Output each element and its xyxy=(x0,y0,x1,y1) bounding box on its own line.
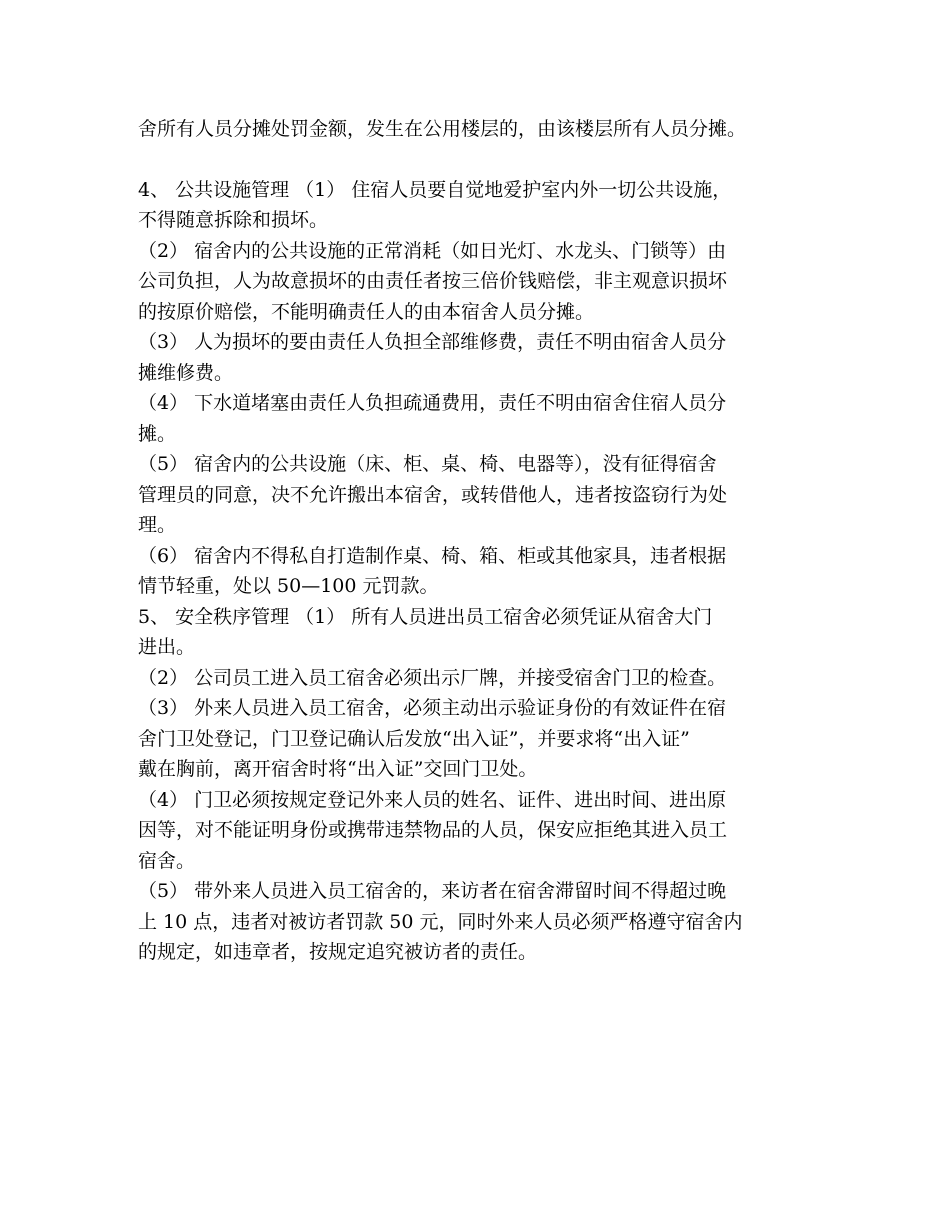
text-line: 上 10 点，违者对被访者罚款 50 元，同时外来人员必须严格遵守宿舍内 xyxy=(138,910,743,933)
text-line: （4） 门卫必须按规定登记外来人员的姓名、证件、进出时间、进出原 xyxy=(138,788,727,811)
text-line: 因等，对不能证明身份或携带违禁物品的人员，保安应拒绝其进入员工 xyxy=(138,819,728,841)
text-line: 理。 xyxy=(138,514,177,536)
text-line: 情节轻重，处以 50—100 元罚款。 xyxy=(138,575,439,597)
text-line: 不得随意拆除和损坏。 xyxy=(138,209,329,231)
text-line: 戴在胸前，离开宿舍时将“出入证”交回门卫处。 xyxy=(138,758,538,780)
text-line: （2） 公司员工进入员工宿舍必须出示厂牌，并接受宿舍门卫的检查。 xyxy=(138,666,727,689)
text-line: 4、 公共设施管理 （1） 住宿人员要自觉地爱护室内外一切公共设施， xyxy=(138,178,732,201)
text-line: 公司负担，人为故意损坏的由责任者按三倍价钱赔偿，非主观意识损坏 xyxy=(138,270,728,292)
text-line: （6） 宿舍内不得私自打造制作桌、椅、箱、柜或其他家具，违者根据 xyxy=(138,544,727,567)
text-line: 舍门卫处登记，门卫登记确认后发放“出入证”，并要求将“出入证” xyxy=(138,727,690,750)
text-line: 管理员的同意，决不允许搬出本宿舍，或转借他人，违者按盗窃行为处 xyxy=(138,483,728,506)
document-body xyxy=(138,114,818,968)
text-line: 摊。 xyxy=(138,422,177,445)
text-line: （4） 下水道堵塞由责任人负担疏通费用，责任不明由宿舍住宿人员分 xyxy=(138,392,727,414)
text-line: 宿舍。 xyxy=(138,849,196,872)
text-line: （3） 外来人员进入员工宿舍，必须主动出示验证身份的有效证件在宿 xyxy=(138,697,727,719)
text-line: 的按原价赔偿，不能明确责任人的由本宿舍人员分摊。 xyxy=(138,300,595,323)
text-line: 进出。 xyxy=(138,636,196,658)
text-line: （5） 带外来人员进入员工宿舍的，来访者在宿舍滞留时间不得超过晚 xyxy=(138,880,727,902)
text-line: （3） 人为损坏的要由责任人负担全部维修费，责任不明由宿舍人员分 xyxy=(138,331,727,353)
paragraph-gap xyxy=(138,145,818,175)
text-line: （2） 宿舍内的公共设施的正常消耗（如日光灯、水龙头、门锁等）由 xyxy=(138,239,727,262)
text-line: 的规定，如违章者，按规定追究被访者的责任。 xyxy=(138,941,538,963)
text-line: 舍所有人员分摊处罚金额，发生在公用楼层的，由该楼层所有人员分摊。 xyxy=(138,118,747,140)
text-line: 摊维修费。 xyxy=(138,361,234,384)
text-line: 5、 安全秩序管理 （1） 所有人员进出员工宿舍必须凭证从宿舍大门 xyxy=(138,605,713,628)
text-line: （5） 宿舍内的公共设施（床、柜、桌、椅、电器等），没有征得宿舍 xyxy=(138,453,717,475)
